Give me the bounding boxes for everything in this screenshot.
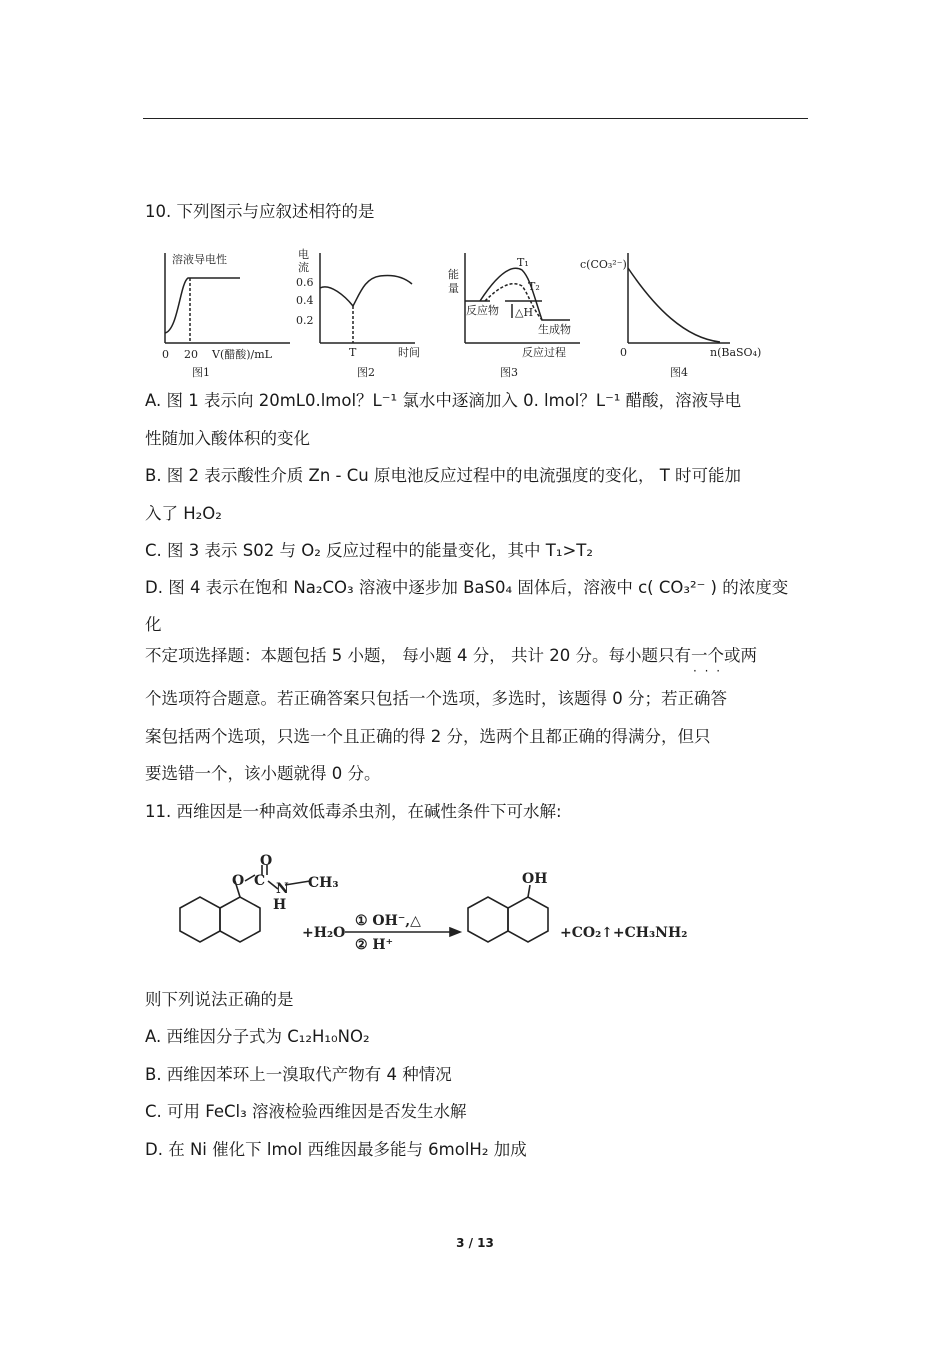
q10-option-a-1: A. 图 1 表示向 20mL0.lmol？L⁻¹ 氯水中逐滴加入 0. lmol？L⁻¹ 醋酸，溶液导电	[145, 391, 742, 410]
fig3-ylabel-1: 能	[448, 268, 459, 281]
fig2-tick-02: 0.2	[296, 314, 314, 327]
section-instruction-3: 案包括两个选项，只选一个且正确的得 2 分，选两个且都正确的得满分，但只	[145, 727, 711, 746]
q10-option-d-1: D. 图 4 表示在饱和 Na₂CO₃ 溶液中逐步加 BaS0₄ 固体后，溶液中 c( CO₃²⁻ ) 的浓度变	[145, 578, 789, 597]
q11-ask: 则下列说法正确的是	[145, 990, 294, 1009]
rxn-h: H	[273, 897, 287, 913]
header-rule	[143, 118, 808, 119]
fig4-caption: 图4	[670, 366, 688, 379]
rxn-oh: OH	[522, 871, 548, 887]
rxn-products: +CO₂↑+CH₃NH₂	[560, 925, 688, 941]
fig2-caption: 图2	[357, 366, 375, 379]
q10-option-a-2: 性随加入酸体积的变化	[145, 429, 310, 448]
rxn-o2: O	[260, 853, 273, 869]
section-instruction-1	[145, 645, 757, 667]
rxn-condition-1: ① OH⁻,△	[355, 913, 421, 929]
emphasis-one: 一个 · · ·	[691, 646, 724, 665]
rxn-c: C	[254, 873, 266, 889]
fig3-product: 生成物	[538, 323, 571, 336]
section-text-1b: 或两	[723, 646, 757, 665]
q11-option-d: D. 在 Ni 催化下 lmol 西维因最多能与 6molH₂ 加成	[145, 1140, 527, 1159]
q11-option-c: C. 可用 FeCl₃ 溶液检验西维因是否发生水解	[145, 1102, 467, 1121]
fig1-ylabel: 溶液导电性	[172, 253, 227, 266]
q11-option-b: B. 西维因苯环上一溴取代产物有 4 种情况	[145, 1065, 452, 1084]
rxn-h2o: +H₂O	[302, 925, 346, 941]
rxn-condition-2: ② H⁺	[355, 937, 394, 953]
fig3-ylabel-2: 量	[448, 282, 459, 295]
fig2-xlabel: 时间	[398, 346, 420, 359]
fig3-T1: T₁	[517, 256, 529, 269]
q11-option-a: A. 西维因分子式为 C₁₂H₁₀NO₂	[145, 1027, 370, 1046]
rxn-o: O	[232, 873, 245, 889]
fig4-ylabel: c(CO₃²⁻)	[580, 258, 627, 271]
rxn-ch3: CH₃	[308, 875, 339, 891]
rxn-n: N	[276, 881, 289, 897]
page-number: 3 / 13	[456, 1236, 494, 1250]
fig4-x0: 0	[620, 346, 627, 359]
section-instruction-2: 个选项符合题意。若正确答案只包括一个选项，多选时，该题得 0 分；若正确答	[145, 689, 727, 708]
q10-stem: 10. 下列图示与应叙述相符的是	[145, 202, 375, 221]
q10-figures	[150, 238, 800, 383]
section-text-1a: 不定项选择题：本题包括 5 小题， 每小题 4 分， 共计 20 分。每小题只有	[145, 646, 691, 665]
fig3-dH: △H	[515, 306, 534, 319]
q10-option-c: C. 图 3 表示 S02 与 O₂ 反应过程中的能量变化，其中 T₁>T₂	[145, 541, 594, 560]
q10-option-b-1: B. 图 2 表示酸性介质 Zn - Cu 原电池反应过程中的电流强度的变化， T 时可能加	[145, 466, 742, 485]
fig3-xlabel: 反应过程	[522, 346, 566, 359]
fig2-T: T	[349, 346, 357, 359]
q11-stem: 11. 西维因是一种高效低毒杀虫剂，在碱性条件下可水解:	[145, 802, 562, 821]
fig2-ylabel-1: 电	[298, 248, 309, 261]
fig1-x20: 20	[184, 348, 198, 361]
fig1-xlabel: V(醋酸)/mL	[212, 348, 272, 361]
fig3-reactant: 反应物	[466, 304, 499, 317]
section-instruction-4: 要选错一个，该小题就得 0 分。	[145, 764, 381, 783]
fig1-x0: 0	[162, 348, 169, 361]
fig2-tick-04: 0.4	[296, 294, 314, 307]
fig2-ylabel-2: 流	[298, 261, 309, 274]
q10-option-b-2: 入了 H₂O₂	[145, 504, 222, 523]
q11-reaction-scheme	[150, 853, 710, 968]
fig2-tick-06: 0.6	[296, 276, 314, 289]
q10-option-d-2: 化	[145, 615, 162, 634]
fig3-caption: 图3	[500, 366, 518, 379]
fig1-caption: 图1	[192, 366, 210, 379]
fig4-xlabel: n(BaSO₄)	[710, 346, 762, 359]
fig3-T2: T₂	[528, 280, 540, 293]
